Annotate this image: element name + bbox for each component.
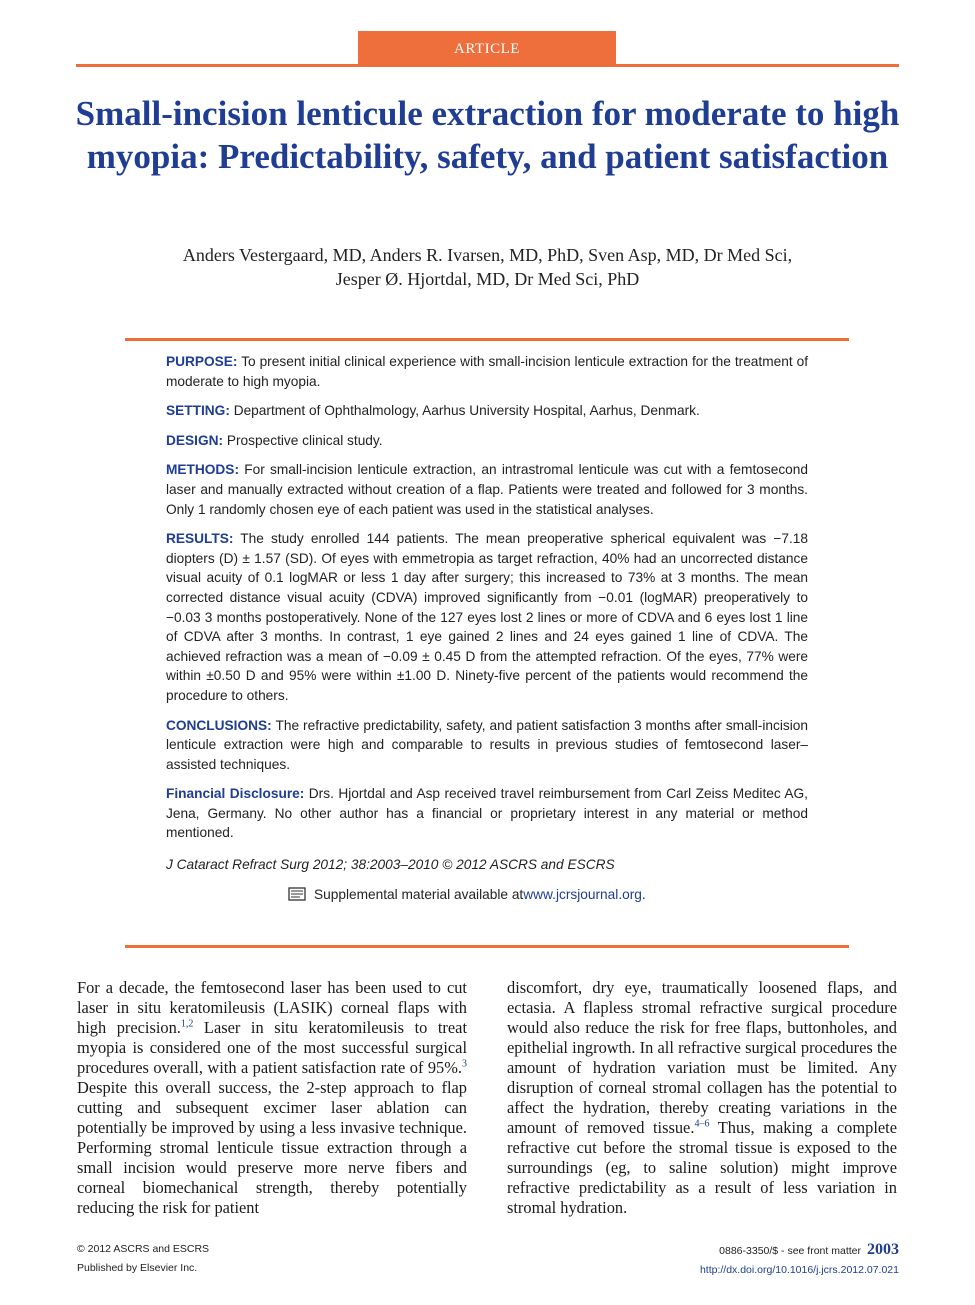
abstract-top-rule — [125, 338, 849, 341]
abstract — [166, 352, 808, 914]
purpose-text: To present initial clinical experience with small-incision lenticule extraction for the treatment of moderate to high myopia. — [166, 354, 808, 389]
abstract-results — [166, 529, 808, 705]
journal-link[interactable]: www.jcrsjournal.org — [523, 886, 642, 902]
issn-notice: 0886-3350/$ - see front matter — [719, 1245, 861, 1257]
results-label: RESULTS: — [166, 531, 234, 547]
disclosure-label: Financial Disclosure: — [166, 786, 305, 802]
journal-citation: J Cataract Refract Surg 2012; 38:2003–2010 © 2012 ASCRS and ESCRS — [166, 857, 615, 873]
header-rule — [76, 64, 899, 67]
setting-text: Department of Ophthalmology, Aarhus University Hospital, Aarhus, Denmark. — [233, 403, 700, 419]
intro-text-1: For a decade, the femtosecond laser has been used to cut laser in situ keratomileusis (LASIK) corneal flaps with high precision. — [77, 978, 467, 1037]
abstract-bottom-rule — [125, 945, 849, 948]
intro-text-5: Thus, making a complete refractive cut before the stromal tissue is exposed to the surroundings (eg, to saline solution) might improve refractive predictability as a result of less variation in stromal hydration. — [507, 1118, 897, 1217]
supplemental-material-icon — [288, 886, 306, 902]
authors-line-2: Jesper Ø. Hjortdal, MD, Dr Med Sci, PhD — [335, 269, 640, 289]
intro-text-4: discomfort, dry eye, traumatically loosened flaps, and ectasia. A flapless stromal refractive surgical procedure would also reduce the risk for free flaps, buttonholes, and epithelial ingrowth. In all refractive surgical procedures the amount of hydration variation must be limited. Any disruption of corneal stromal collagen has the potential to affect the hydration, thereby creating variations in the amount of removed tissue. — [507, 978, 897, 1137]
supplemental-end: . — [641, 886, 646, 902]
publisher-notice: Published by Elsevier Inc. — [77, 1262, 198, 1274]
abstract-design — [166, 431, 808, 451]
methods-label: METHODS: — [166, 462, 239, 478]
results-text: The study enrolled 144 patients. The mean preoperative spherical equivalent was −7.18 diopters (D) ± 1.57 (SD). Of eyes with emmetropia as target refraction, 40% had an uncorrected distance visual acuity of 0.1 logMAR or less 1 day after surgery; this increased to 73% at 3 months. The mean corrected distance visual acuity (CDVA) improved significantly from −0.01 (logMAR) preoperatively to −0.03 3 months postoperatively. None of the 127 eyes lost 2 lines or more of CDVA and 6 eyes lost 1 line of CDVA after 3 months. In contrast, 1 eye gained 2 lines and 24 eyes gained 1 line of CDVA. The achieved refraction was a mean of −0.09 ± 0.45 D from the attempted refraction. Of the eyes, 77% were within ±0.50 D and 95% were within ±1.00 D. Ninety-five percent of the patients would recommend the procedure to others. — [166, 531, 808, 703]
supplemental-note — [166, 885, 808, 905]
disclosure-text: Drs. Hjortdal and Asp received travel reimbursement from Carl Zeiss Meditec AG, Jena, Germany. No other author has a financial or proprietary interest in any material or method mentioned. — [166, 786, 808, 841]
abstract-purpose — [166, 352, 808, 391]
reference-3[interactable]: 3 — [462, 1058, 467, 1070]
abstract-setting — [166, 401, 808, 421]
footer-right — [700, 1240, 899, 1280]
section-tab: ARTICLE — [358, 31, 616, 65]
abstract-conclusions — [166, 716, 808, 775]
doi-link[interactable]: http://dx.doi.org/10.1016/j.jcrs.2012.07.021 — [699, 1264, 899, 1276]
copyright-notice: © 2012 ASCRS and ESCRS — [77, 1243, 210, 1255]
design-label: DESIGN: — [166, 432, 224, 448]
page-number: 2003 — [867, 1241, 899, 1258]
purpose-label: PURPOSE: — [166, 354, 238, 369]
design-text: Prospective clinical study. — [226, 432, 383, 448]
intro-text-3: Despite this overall success, the 2-step approach to flap cutting and subsequent excimer laser ablation can potentially be improved by using a less invasive technique. Performing stromal lenticule tissue extraction through a small incision would preserve more nerve fibers and corneal biomechanical strength, thereby potentially reducing the risk for patient — [77, 1078, 467, 1217]
footer-left — [77, 1240, 209, 1278]
methods-text: For small-incision lenticule extraction, an intrastromal lenticule was cut with a femtosecond laser and manually extracted without creation of a flap. Patients were treated and followed for 3 months. Only 1 randomly chosen eye of each patient was used in the statistical analyses. — [166, 462, 808, 517]
authors-line-1: Anders Vestergaard, MD, Anders R. Ivarsen, MD, PhD, Sven Asp, MD, Dr Med Sci, — [182, 245, 793, 265]
body-column-left — [77, 978, 467, 1218]
intro-text-2: Laser in situ keratomileusis to treat myopia is considered one of the most successful surgical procedures overall, with a patient satisfaction rate of 95%. — [77, 1018, 467, 1077]
abstract-methods — [166, 460, 808, 519]
reference-4-6[interactable]: 4–6 — [694, 1118, 710, 1130]
body-column-right — [507, 978, 897, 1218]
supplemental-text: Supplemental material available at — [314, 886, 524, 902]
conclusions-text: The refractive predictability, safety, and patient satisfaction 3 months after small-incision lenticule extraction were high and comparable to results in previous studies of femtosecond laser–assisted techniques. — [166, 717, 808, 772]
article-title: Small-incision lenticule extraction for moderate to high myopia: Predictability, safety, and patient satisfaction — [75, 94, 900, 176]
author-list — [100, 243, 875, 291]
intro-paragraph-1 — [77, 978, 467, 1218]
setting-label: SETTING: — [166, 403, 230, 419]
abstract-disclosure — [166, 784, 808, 843]
conclusions-label: CONCLUSIONS: — [166, 717, 272, 733]
intro-paragraph-cont — [507, 978, 897, 1218]
reference-1-2[interactable]: 1,2 — [180, 1018, 194, 1030]
